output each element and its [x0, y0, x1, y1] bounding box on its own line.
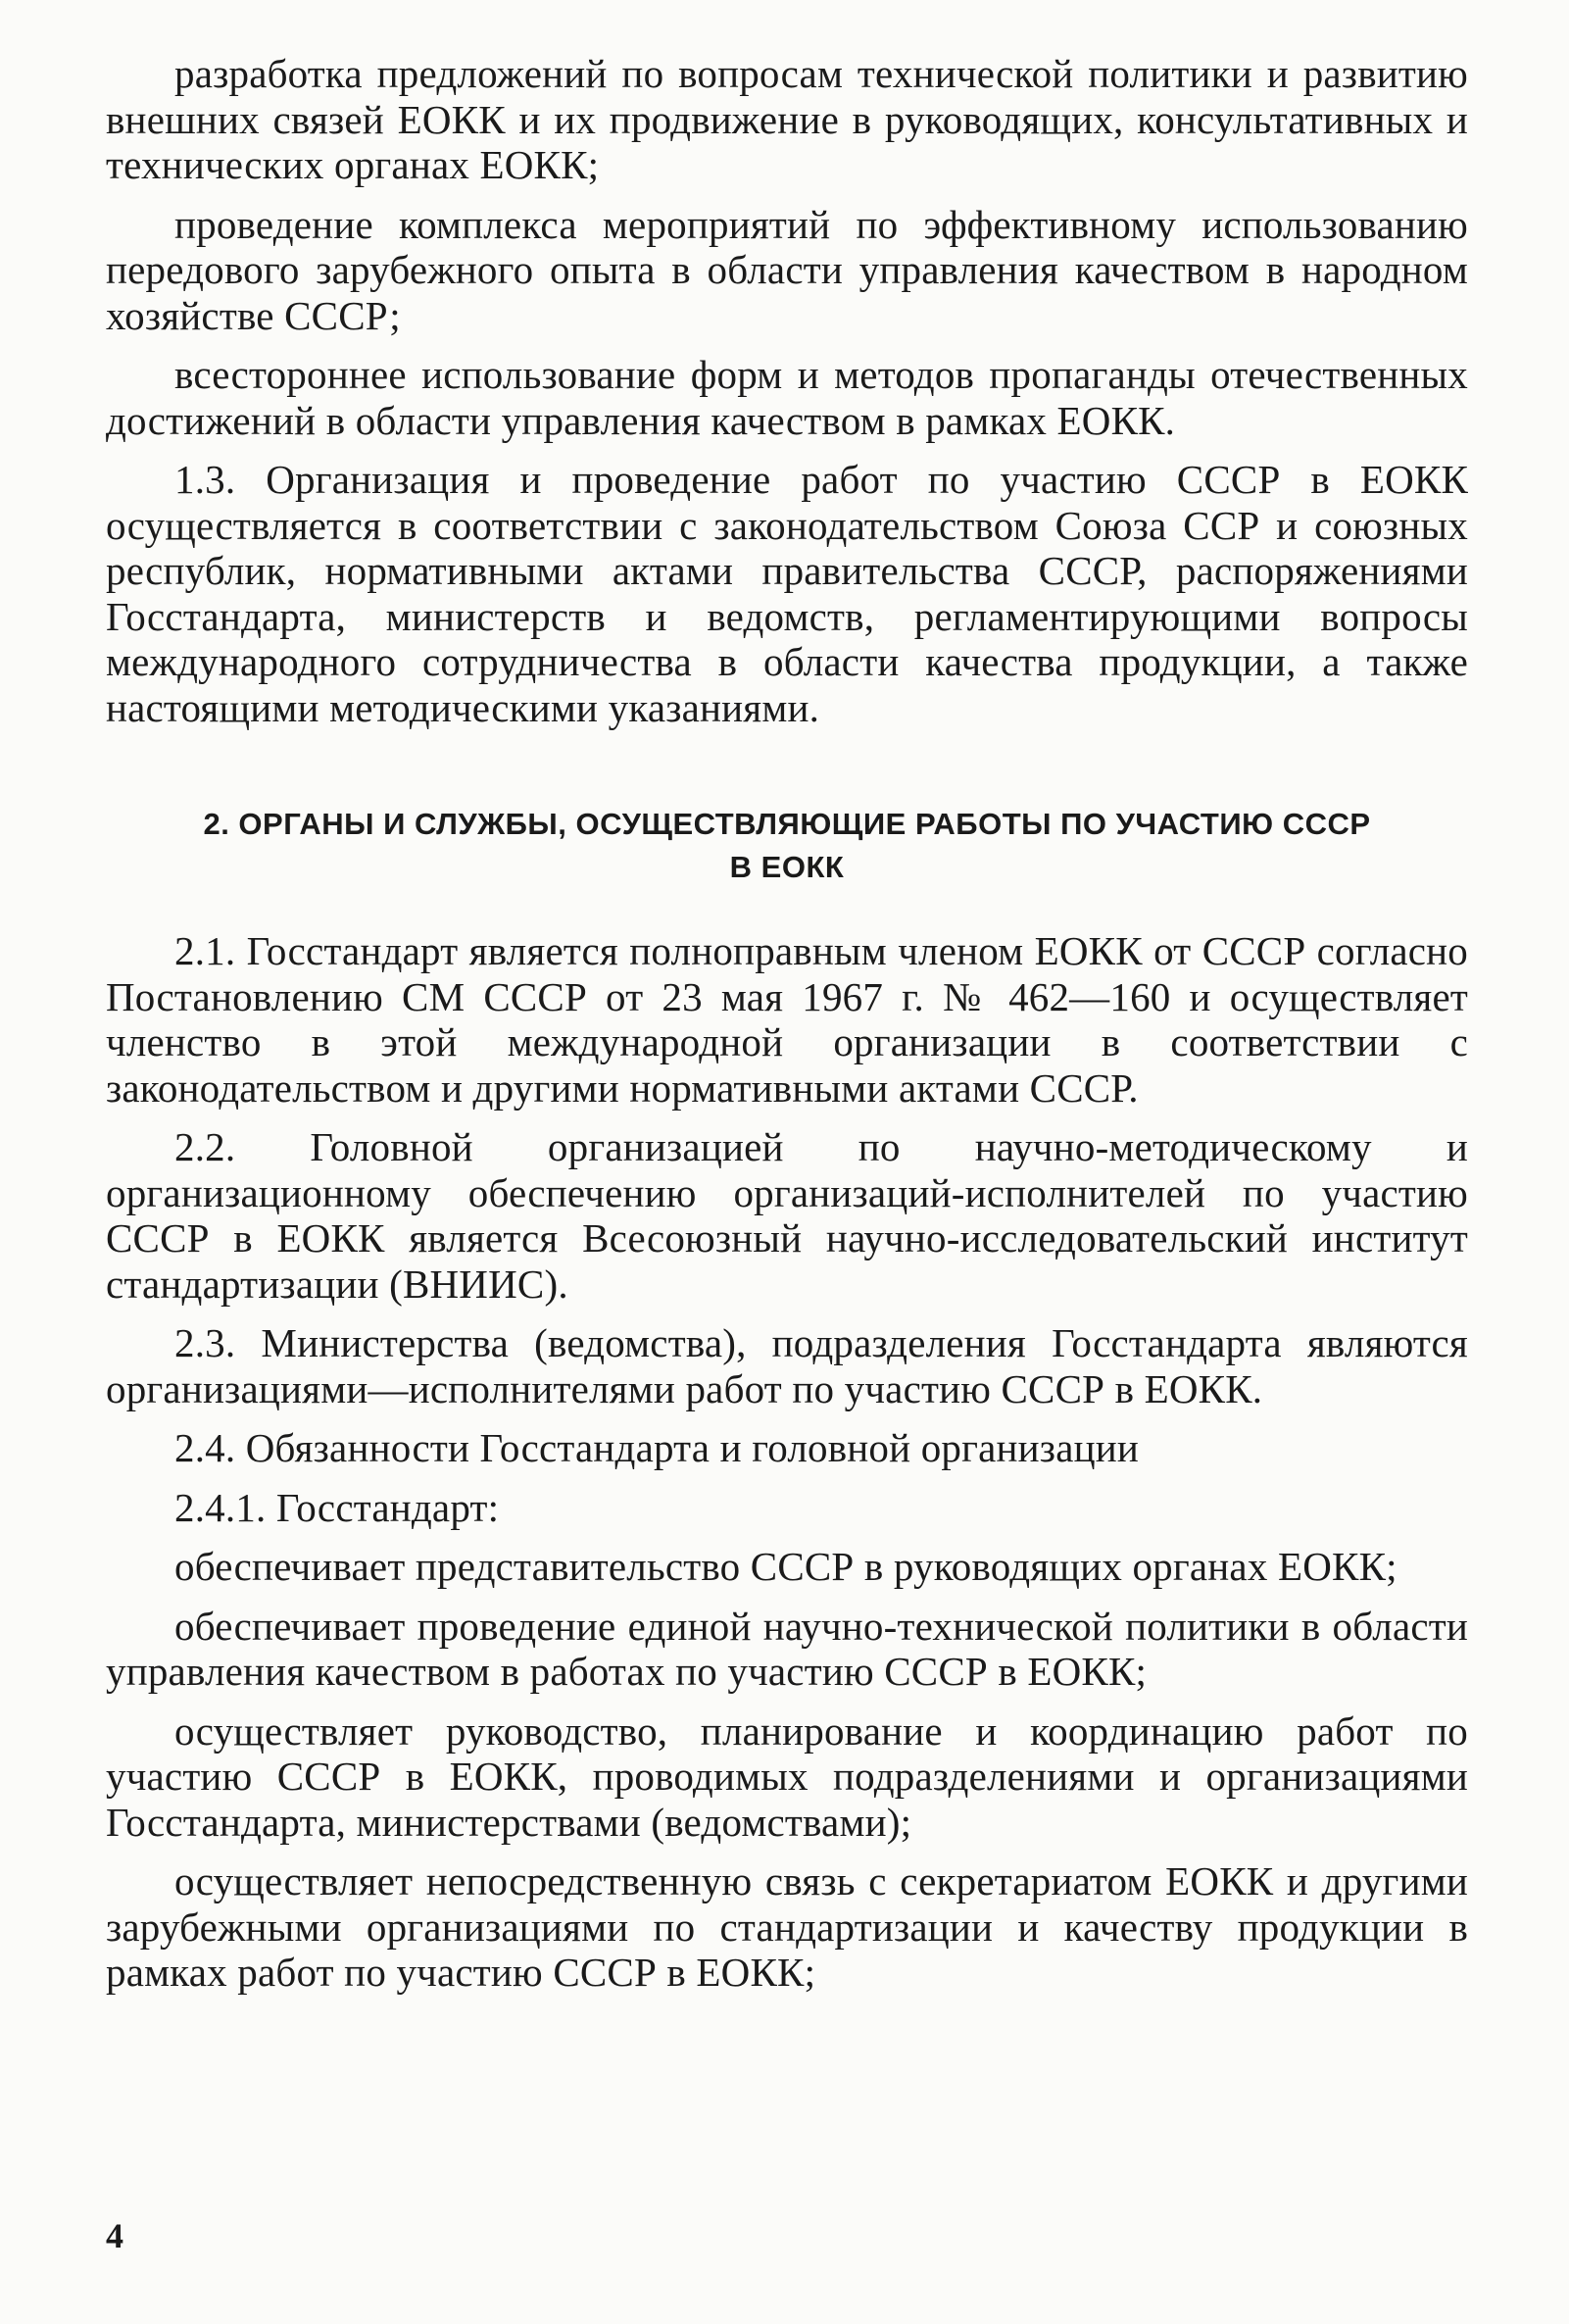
paragraph-representation: обеспечивает представительство СССР в руководящих органах ЕОКК;: [174, 1544, 1397, 1589]
paragraph-2-1: 2.1. Госстандарт является полноправным членом ЕОКК от СССР согласно Постановлению СМ СССР от 23 мая 1967 г. № 462—160 и осуществляет членство в этой международной организации в соответствии с законодательством и другими нормативными актами СССР.: [106, 928, 1468, 1111]
section-heading-line-1: 2. ОРГАНЫ И СЛУЖБЫ, ОСУЩЕСТВЛЯЮЩИЕ РАБОТЫ ПО УЧАСТИЮ СССР: [203, 807, 1371, 841]
paragraph-foreign-experience: проведение комплекса мероприятий по эффективному использованию передового зарубежного опыта в области управления качеством в народном хозяйстве СССР;: [106, 201, 1468, 338]
paragraph-2-3: 2.3. Министерства (ведомства), подразделения Госстандарта являются организациями—исполнителями работ по участию СССР в ЕОКК.: [106, 1320, 1468, 1411]
paragraph-2-2: 2.2. Головной организацией по научно-методическому и организационному обеспечению организаций-исполнителей по участию СССР в ЕОКК является Всесоюзный научно-исследовательский институт стандартизации (ВНИИС).: [106, 1124, 1468, 1307]
paragraph-2-4-1: 2.4.1. Госстандарт:: [174, 1484, 500, 1530]
paragraph-1-3: 1.3. Организация и проведение работ по участию СССР в ЕОКК осуществляется в соответствии с законодательством Союза ССР и союзных республик, нормативными актами правительства СССР, распоряжениями Госстандарта, министерств и ведомств, регламентирующими вопросы международного сотрудничества в области качества продукции, а также настоящими методическими указаниями.: [106, 457, 1468, 730]
paragraph-unified-policy: обеспечивает проведение единой научно-технической политики в области управления качеством в работах по участию СССР в ЕОКК;: [106, 1603, 1468, 1694]
section-heading-line-2: В ЕОКК: [729, 850, 845, 884]
paragraph-foreign-relations: разработка предложений по вопросам технической политики и развитию внешних связей ЕОКК и их продвижение в руководящих, консультативных и технических органах ЕОКК;: [106, 51, 1468, 187]
paragraph-2-4: 2.4. Обязанности Госстандарта и головной организации: [174, 1425, 1140, 1470]
page-number: 4: [106, 2216, 123, 2255]
text-column: [106, 51, 1468, 2009]
section-heading: [145, 803, 1429, 889]
paragraph-secretariat-liaison: осуществляет непосредственную связь с секретариатом ЕОКК и другими зарубежными организациями по стандартизации и качеству продукции в рамках работ по участию СССР в ЕОКК;: [106, 1858, 1468, 1995]
paragraph-propaganda: всестороннее использование форм и методов пропаганды отечественных достижений в области управления качеством в рамках ЕОКК.: [106, 352, 1468, 443]
paragraph-coordination: осуществляет руководство, планирование и координацию работ по участию СССР в ЕОКК, проводимых подразделениями и организациями Госстандарта, министерствами (ведомствами);: [106, 1707, 1468, 1845]
